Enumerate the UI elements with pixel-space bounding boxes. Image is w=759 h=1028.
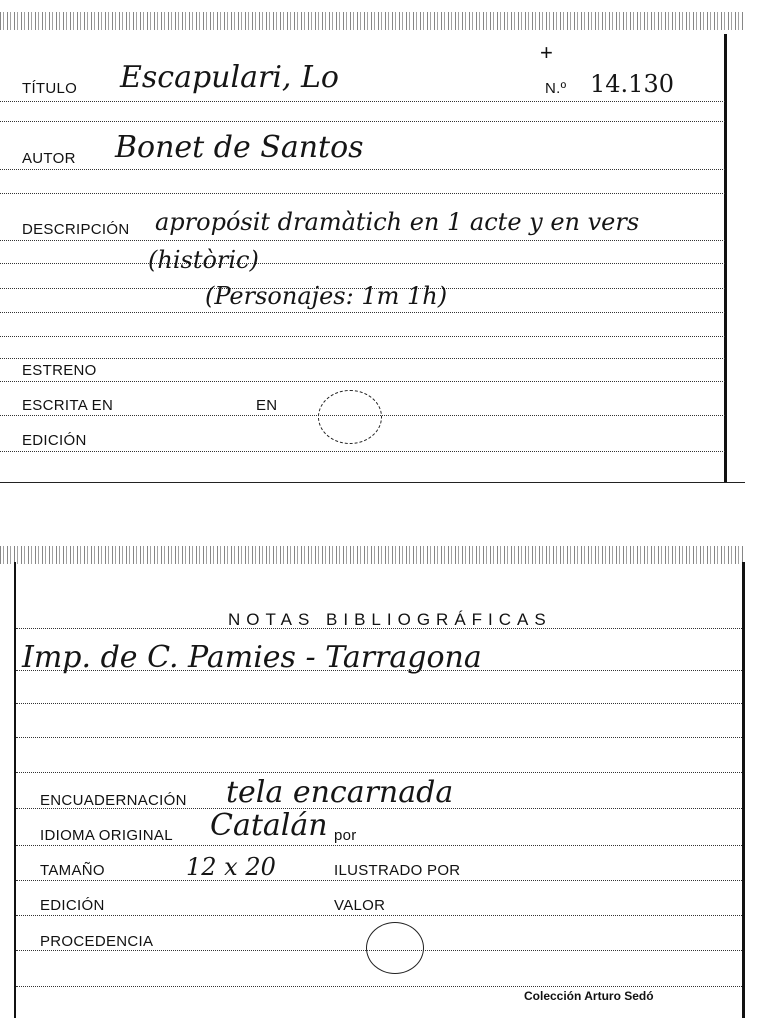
procedencia-label: PROCEDENCIA [40, 933, 154, 950]
tamano-value: 12 x 20 [186, 853, 276, 881]
descripcion-line-2: (històric) [148, 246, 259, 274]
valor-label: VALOR [334, 897, 386, 914]
card-bottom-right-border [742, 562, 745, 1018]
autor-value: Bonet de Santos [115, 130, 364, 165]
tamano-label: TAMAÑO [40, 862, 105, 879]
edicion-label: EDICIÓN [22, 432, 87, 449]
notas-title: NOTAS BIBLIOGRÁFICAS [228, 610, 552, 629]
numero-label: N.º [545, 80, 567, 97]
idioma-value: Catalán [210, 808, 328, 843]
edicion-bottom-label: EDICIÓN [40, 897, 105, 914]
escrita-en-label: ESCRITA EN [22, 397, 114, 414]
descripcion-line-1: apropósit dramàtich en 1 acte y en vers [155, 208, 640, 236]
collection-footer: Colección Arturo Sedó [524, 989, 654, 1003]
por-label: por [334, 827, 357, 844]
titulo-label: TÍTULO [22, 80, 78, 97]
en-label: EN [256, 397, 278, 414]
circle-stamp [366, 922, 424, 974]
encuadernacion-label: ENCUADERNACIÓN [40, 792, 187, 809]
catalog-card-top [0, 0, 745, 490]
autor-label: AUTOR [22, 150, 76, 167]
ilustrado-label: ILUSTRADO POR [334, 862, 461, 879]
card-top-edge [0, 12, 745, 30]
numero-value: 14.130 [590, 70, 674, 98]
descripcion-line-3: (Personajes: 1m 1h) [205, 282, 448, 310]
idioma-label: IDIOMA ORIGINAL [40, 827, 173, 844]
estreno-label: ESTRENO [22, 362, 97, 379]
descripcion-label: DESCRIPCIÓN [22, 221, 130, 238]
cross-mark: + [540, 40, 553, 65]
library-stamp [318, 390, 382, 444]
notas-line-1: Imp. de C. Pamies - Tarragona [22, 640, 482, 675]
card-bottom-edge [0, 546, 745, 564]
titulo-value: Escapulari, Lo [120, 60, 339, 95]
encuadernacion-value: tela encarnada [226, 775, 454, 810]
